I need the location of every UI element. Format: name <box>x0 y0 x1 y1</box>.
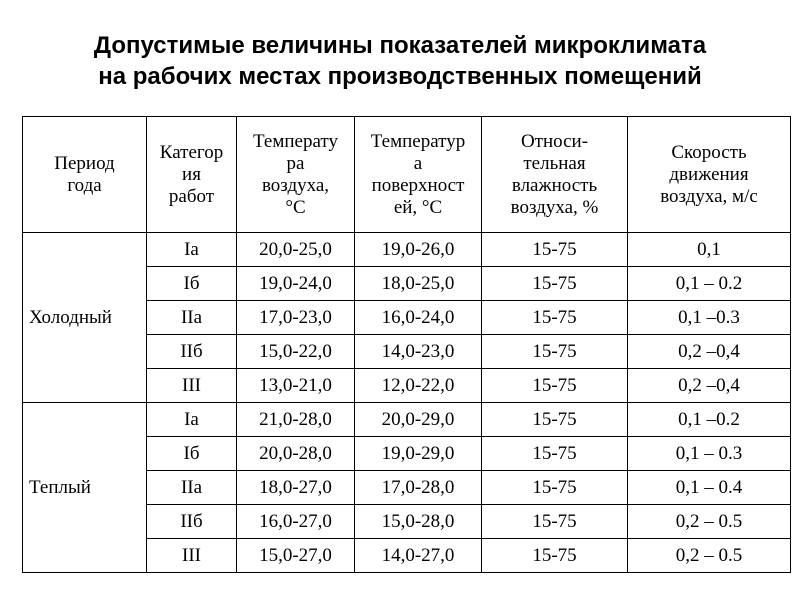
category-cell: IIа <box>147 301 237 335</box>
velocity-cell: 0,1 <box>628 233 791 267</box>
header-humidity: Относи- тельная влажность воздуха, % <box>482 117 628 233</box>
category-cell: IIб <box>147 335 237 369</box>
surface-temp-cell: 14,0-23,0 <box>355 335 482 369</box>
category-cell: IIб <box>147 505 237 539</box>
air-temp-cell: 19,0-24,0 <box>237 267 355 301</box>
surface-temp-cell: 16,0-24,0 <box>355 301 482 335</box>
surface-temp-cell: 18,0-25,0 <box>355 267 482 301</box>
humidity-cell: 15-75 <box>482 471 628 505</box>
category-cell: Iа <box>147 233 237 267</box>
header-row <box>23 117 791 233</box>
humidity-cell: 15-75 <box>482 335 628 369</box>
humidity-cell: 15-75 <box>482 301 628 335</box>
velocity-cell: 0,2 –0,4 <box>628 369 791 403</box>
surface-temp-cell: 19,0-26,0 <box>355 233 482 267</box>
category-cell: III <box>147 369 237 403</box>
velocity-cell: 0,1 – 0.4 <box>628 471 791 505</box>
velocity-cell: 0,1 – 0.2 <box>628 267 791 301</box>
title-line-2: на рабочих местах производственных помещений <box>98 63 702 90</box>
header-surface-temperature: Температур а поверхност ей, °С <box>355 117 482 233</box>
header-period: Период года <box>23 117 147 233</box>
surface-temp-cell: 12,0-22,0 <box>355 369 482 403</box>
velocity-cell: 0,1 –0.2 <box>628 403 791 437</box>
category-cell: IIа <box>147 471 237 505</box>
humidity-cell: 15-75 <box>482 403 628 437</box>
surface-temp-cell: 20,0-29,0 <box>355 403 482 437</box>
air-temp-cell: 15,0-27,0 <box>237 539 355 573</box>
humidity-cell: 15-75 <box>482 233 628 267</box>
surface-temp-cell: 17,0-28,0 <box>355 471 482 505</box>
category-cell: Iб <box>147 267 237 301</box>
air-temp-cell: 13,0-21,0 <box>237 369 355 403</box>
page-title <box>0 30 800 92</box>
microclimate-table <box>22 116 791 573</box>
velocity-cell: 0,2 – 0.5 <box>628 505 791 539</box>
air-temp-cell: 21,0-28,0 <box>237 403 355 437</box>
velocity-cell: 0,2 – 0.5 <box>628 539 791 573</box>
header-category: Категор ия работ <box>147 117 237 233</box>
humidity-cell: 15-75 <box>482 437 628 471</box>
title-line-1: Допустимые величины показателей микроклимата <box>93 32 707 59</box>
category-cell: Iа <box>147 403 237 437</box>
period-cell-cold: Холодный <box>23 233 147 403</box>
humidity-cell: 15-75 <box>482 267 628 301</box>
header-air-temperature: Температу ра воздуха, °С <box>237 117 355 233</box>
table-row <box>23 403 791 437</box>
category-cell: Iб <box>147 437 237 471</box>
air-temp-cell: 18,0-27,0 <box>237 471 355 505</box>
humidity-cell: 15-75 <box>482 539 628 573</box>
table-row <box>23 233 791 267</box>
air-temp-cell: 15,0-22,0 <box>237 335 355 369</box>
velocity-cell: 0,2 –0,4 <box>628 335 791 369</box>
surface-temp-cell: 19,0-29,0 <box>355 437 482 471</box>
surface-temp-cell: 14,0-27,0 <box>355 539 482 573</box>
humidity-cell: 15-75 <box>482 369 628 403</box>
air-temp-cell: 16,0-27,0 <box>237 505 355 539</box>
velocity-cell: 0,1 – 0.3 <box>628 437 791 471</box>
air-temp-cell: 20,0-25,0 <box>237 233 355 267</box>
period-cell-warm: Теплый <box>23 403 147 573</box>
air-temp-cell: 17,0-23,0 <box>237 301 355 335</box>
air-temp-cell: 20,0-28,0 <box>237 437 355 471</box>
velocity-cell: 0,1 –0.3 <box>628 301 791 335</box>
humidity-cell: 15-75 <box>482 505 628 539</box>
header-air-velocity: Скорость движения воздуха, м/с <box>628 117 791 233</box>
surface-temp-cell: 15,0-28,0 <box>355 505 482 539</box>
category-cell: III <box>147 539 237 573</box>
